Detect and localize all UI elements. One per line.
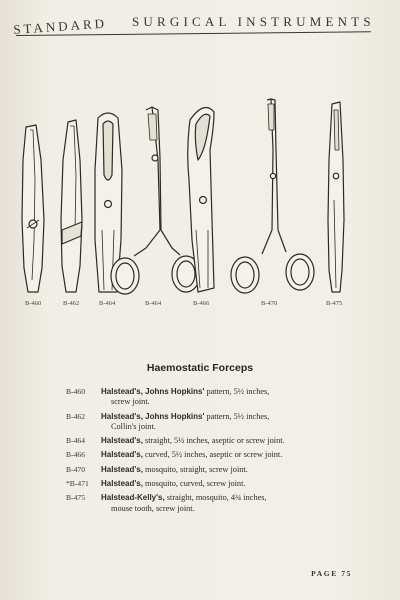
figure-label-b464-closed: B-464 (99, 300, 116, 307)
figure-label-b470: B-470 (261, 300, 278, 307)
figure-label-b462: B-462 (63, 300, 80, 307)
item-name: Halstead's, (101, 479, 143, 489)
list-item-b464 (66, 436, 366, 446)
item-code: B-464 (66, 436, 85, 446)
list-item-b460 (66, 387, 366, 408)
forceps-b464-open-drawing (111, 107, 200, 294)
item-code: B-466 (66, 450, 85, 460)
list-item-b471 (66, 479, 366, 489)
figure-label-b475: B-475 (326, 300, 343, 307)
item-text: pattern, 5½ inches, (204, 411, 270, 421)
item-continuation: screw joint. (111, 397, 150, 407)
section-title: Haemostatic Forceps (146, 362, 254, 374)
item-name: Halstead's, (101, 450, 143, 460)
item-name: Halstead's, (101, 464, 143, 474)
item-list (66, 387, 366, 518)
item-text: straight, 5½ inches, aseptic or screw joint. (142, 436, 285, 446)
item-text: mosquito, straight, screw joint. (142, 464, 248, 474)
forceps-illustration (0, 92, 400, 322)
forceps-b475-drawing (328, 102, 344, 292)
figure-label-b466: B-466 (193, 300, 210, 307)
item-text: straight, mosquito, 4¾ inches, (164, 493, 267, 503)
header-word-surgical-instruments: SURGICAL INSTRUMENTS (132, 14, 375, 29)
item-continuation: mouse tooth, screw joint. (111, 503, 195, 513)
item-text: mosquito, curved, screw joint. (142, 479, 246, 489)
item-name: Halstead's, (101, 436, 143, 446)
item-code: B-470 (66, 464, 85, 474)
item-name: Halstead's, Johns Hopkins' (101, 387, 205, 396)
item-continuation: Collin's joint. (111, 421, 156, 431)
item-name: Halstead's, Johns Hopkins' (101, 411, 205, 421)
header-word-standard: STANDARD (12, 15, 108, 38)
item-text: pattern, 5½ inches, (204, 387, 270, 396)
list-item-b466 (66, 450, 366, 460)
item-code: B-475 (66, 493, 85, 503)
page-number: PAGE 75 (311, 569, 352, 578)
item-code: B-460 (66, 387, 85, 396)
list-item-b462 (66, 412, 366, 433)
forceps-b470-drawing (231, 99, 314, 293)
forceps-b462-drawing (61, 120, 82, 292)
list-item-b475 (66, 493, 366, 514)
item-text: curved, 5½ inches, aseptic or screw joint. (142, 450, 283, 460)
list-item-b470 (66, 465, 366, 475)
item-name: Halstead-Kelly's, (101, 493, 165, 503)
forceps-b460-drawing (22, 125, 44, 292)
page-header (14, 12, 384, 44)
figure-label-b464-open: B-464 (145, 300, 162, 307)
item-code: B-462 (66, 411, 85, 421)
figure-label-b460: B-460 (25, 300, 42, 307)
item-code: *B-471 (66, 479, 89, 489)
